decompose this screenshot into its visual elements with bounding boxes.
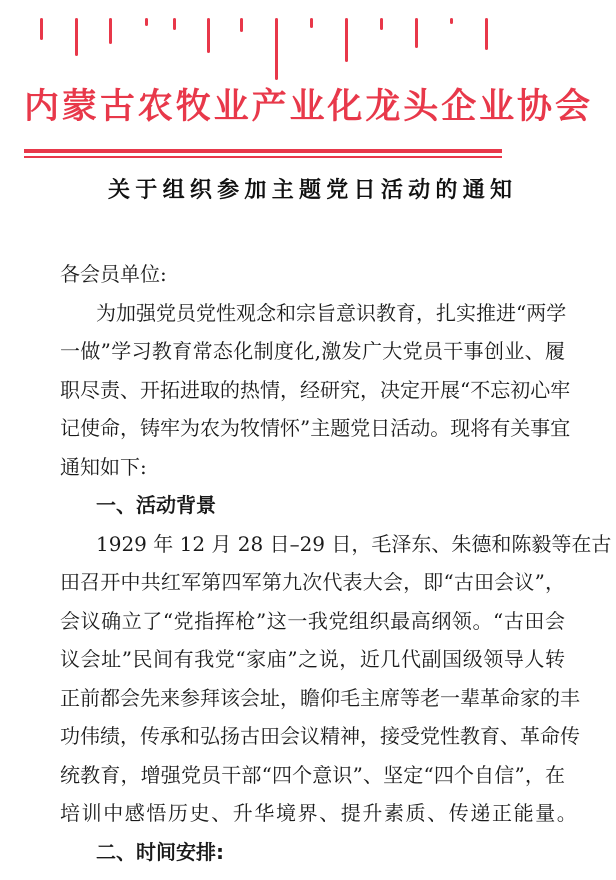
notice-title: 关于组织参加主题党日活动的通知 — [108, 177, 512, 203]
paragraph-line: 议会址”民间有我党“家庙”之说，近几代副国级领导人转 — [60, 647, 565, 671]
salutation: 各会员单位: — [60, 262, 167, 286]
paragraph-line: 正前都会先来参拜该会址，瞻仰毛主席等老一辈革命家的丰 — [60, 686, 580, 710]
paragraph-line: 培训中感悟历史、升华境界、提升素质、传递正能量。 — [60, 801, 579, 825]
paragraph-line: 功伟绩，传承和弘扬古田会议精神，接受党性教育、革命传 — [60, 724, 580, 748]
paragraph-line: 1929 年 12 月 28 日–29 日，毛泽东、朱德和陈毅等在古 — [96, 532, 612, 556]
section-heading: 二、时间安排: — [96, 840, 224, 864]
paragraph-line: 为加强党员党性观念和宗旨意识教育，扎实推进“两学 — [96, 301, 567, 325]
paragraph-line: 田召开中共红军第四军第九次代表大会，即“古田会议”， — [60, 570, 565, 594]
letterhead-divider-thin — [24, 156, 502, 158]
section-heading: 一、活动背景 — [96, 493, 216, 517]
paragraph-line: 记使命，铸牢为农为牧情怀”主题党日活动。现将有关事宜 — [60, 416, 571, 440]
paragraph-line: 一做”学习教育常态化制度化,激发广大党员干事创业、履 — [60, 339, 565, 363]
paragraph-line: 通知如下: — [60, 455, 147, 479]
paragraph-line: 会议确立了“党指挥枪”这一我党组织最高纲领。“古田会 — [60, 609, 565, 633]
paragraph-line: 职尽责、开拓进取的热情，经研究，决定开展“不忘初心牢 — [60, 378, 571, 402]
paragraph-line: 统教育，增强党员干部“四个意识”、坚定“四个自信”，在 — [60, 763, 565, 787]
mongolian-script-logo — [30, 18, 586, 88]
letterhead-divider-thick — [24, 149, 502, 153]
organization-name: 内蒙古农牧业产业化龙头企业协会 — [24, 87, 590, 127]
